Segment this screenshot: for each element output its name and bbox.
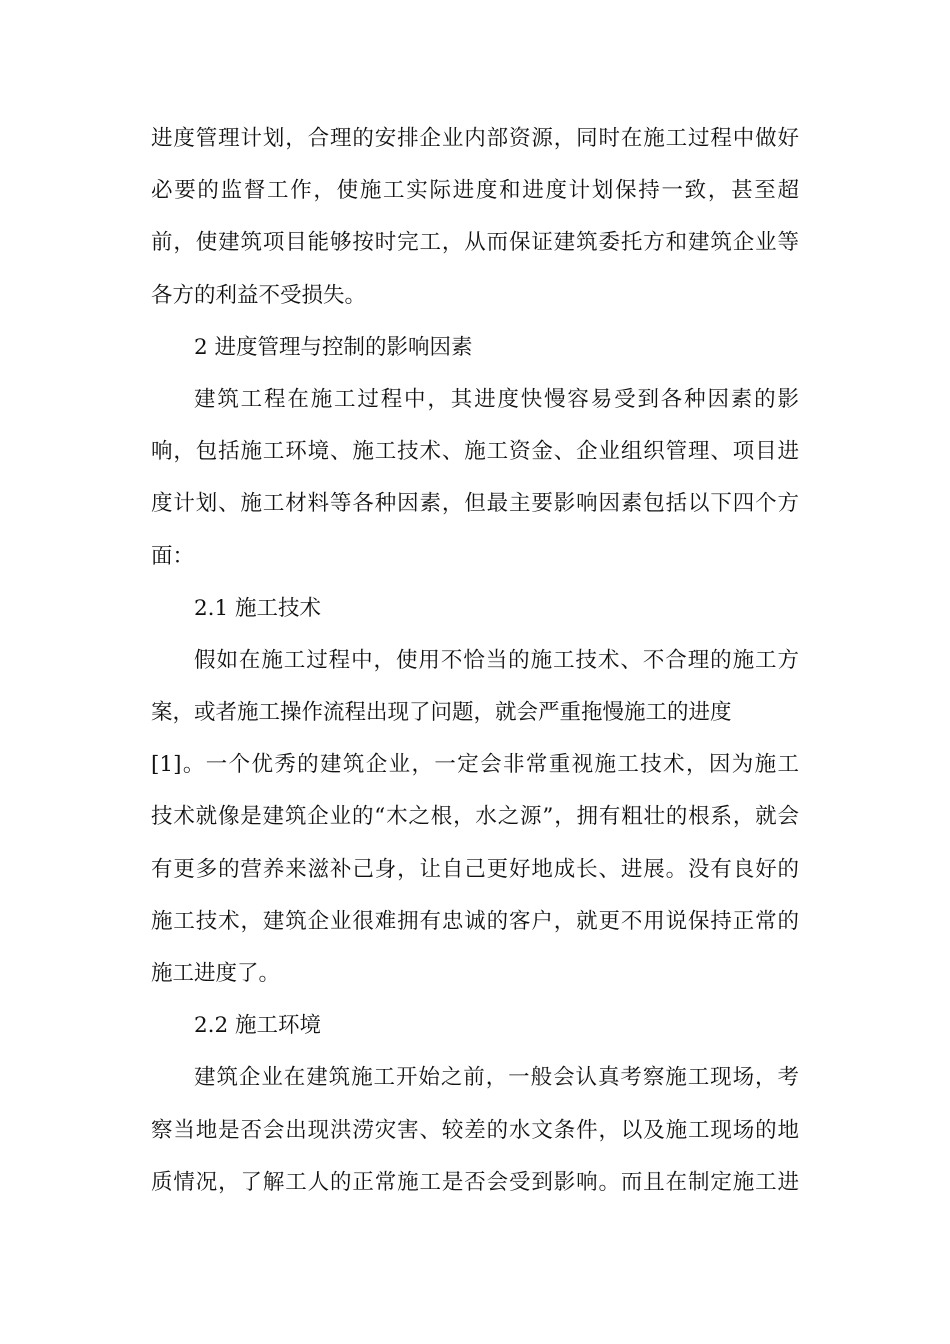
paragraph-line: 必要的监督工作，使施工实际进度和进度计划保持一致，甚至超 [151, 178, 799, 204]
section-heading: 2 进度管理与控制的影响因素 [194, 334, 473, 360]
paragraph-line: 响，包括施工环境、施工技术、施工资金、企业组织管理、项目进 [151, 439, 799, 465]
paragraph-line: 建筑企业在建筑施工开始之前，一般会认真考察施工现场，考 [194, 1065, 799, 1091]
paragraph-line: 前，使建筑项目能够按时完工，从而保证建筑委托方和建筑企业等 [151, 230, 799, 256]
paragraph-line: 有更多的营养来滋补己身，让自己更好地成长、进展。没有良好的 [151, 856, 799, 882]
paragraph-line: 各方的利益不受损失。 [151, 282, 367, 308]
section-heading: 2.1 施工技术 [194, 595, 322, 621]
paragraph-line: 建筑工程在施工过程中，其进度快慢容易受到各种因素的影 [194, 386, 799, 412]
paragraph-line: 技术就像是建筑企业的“木之根，水之源”，拥有粗壮的根系，就会 [151, 804, 799, 830]
paragraph-line: 察当地是否会出现洪涝灾害、较差的水文条件，以及施工现场的地 [151, 1117, 799, 1143]
paragraph-line: [1]。一个优秀的建筑企业，一定会非常重视施工技术，因为施工 [151, 752, 799, 778]
paragraph-line: 假如在施工过程中，使用不恰当的施工技术、不合理的施工方 [194, 647, 799, 673]
section-heading: 2.2 施工环境 [194, 1013, 322, 1039]
paragraph-line: 案，或者施工操作流程出现了问题，就会严重拖慢施工的进度 [151, 700, 732, 726]
paragraph-line: 度计划、施工材料等各种因素，但最主要影响因素包括以下四个方 [151, 491, 799, 517]
paragraph-line: 施工进度了。 [151, 961, 281, 986]
paragraph-line: 质情况，了解工人的正常施工是否会受到影响。而且在制定施工进 [151, 1169, 799, 1195]
paragraph-line: 面： [151, 543, 195, 569]
document-body [151, 113, 799, 1209]
paragraph-line: 进度管理计划，合理的安排企业内部资源，同时在施工过程中做好 [151, 126, 799, 151]
paragraph-line: 施工技术，建筑企业很难拥有忠诚的客户，就更不用说保持正常的 [151, 908, 799, 934]
